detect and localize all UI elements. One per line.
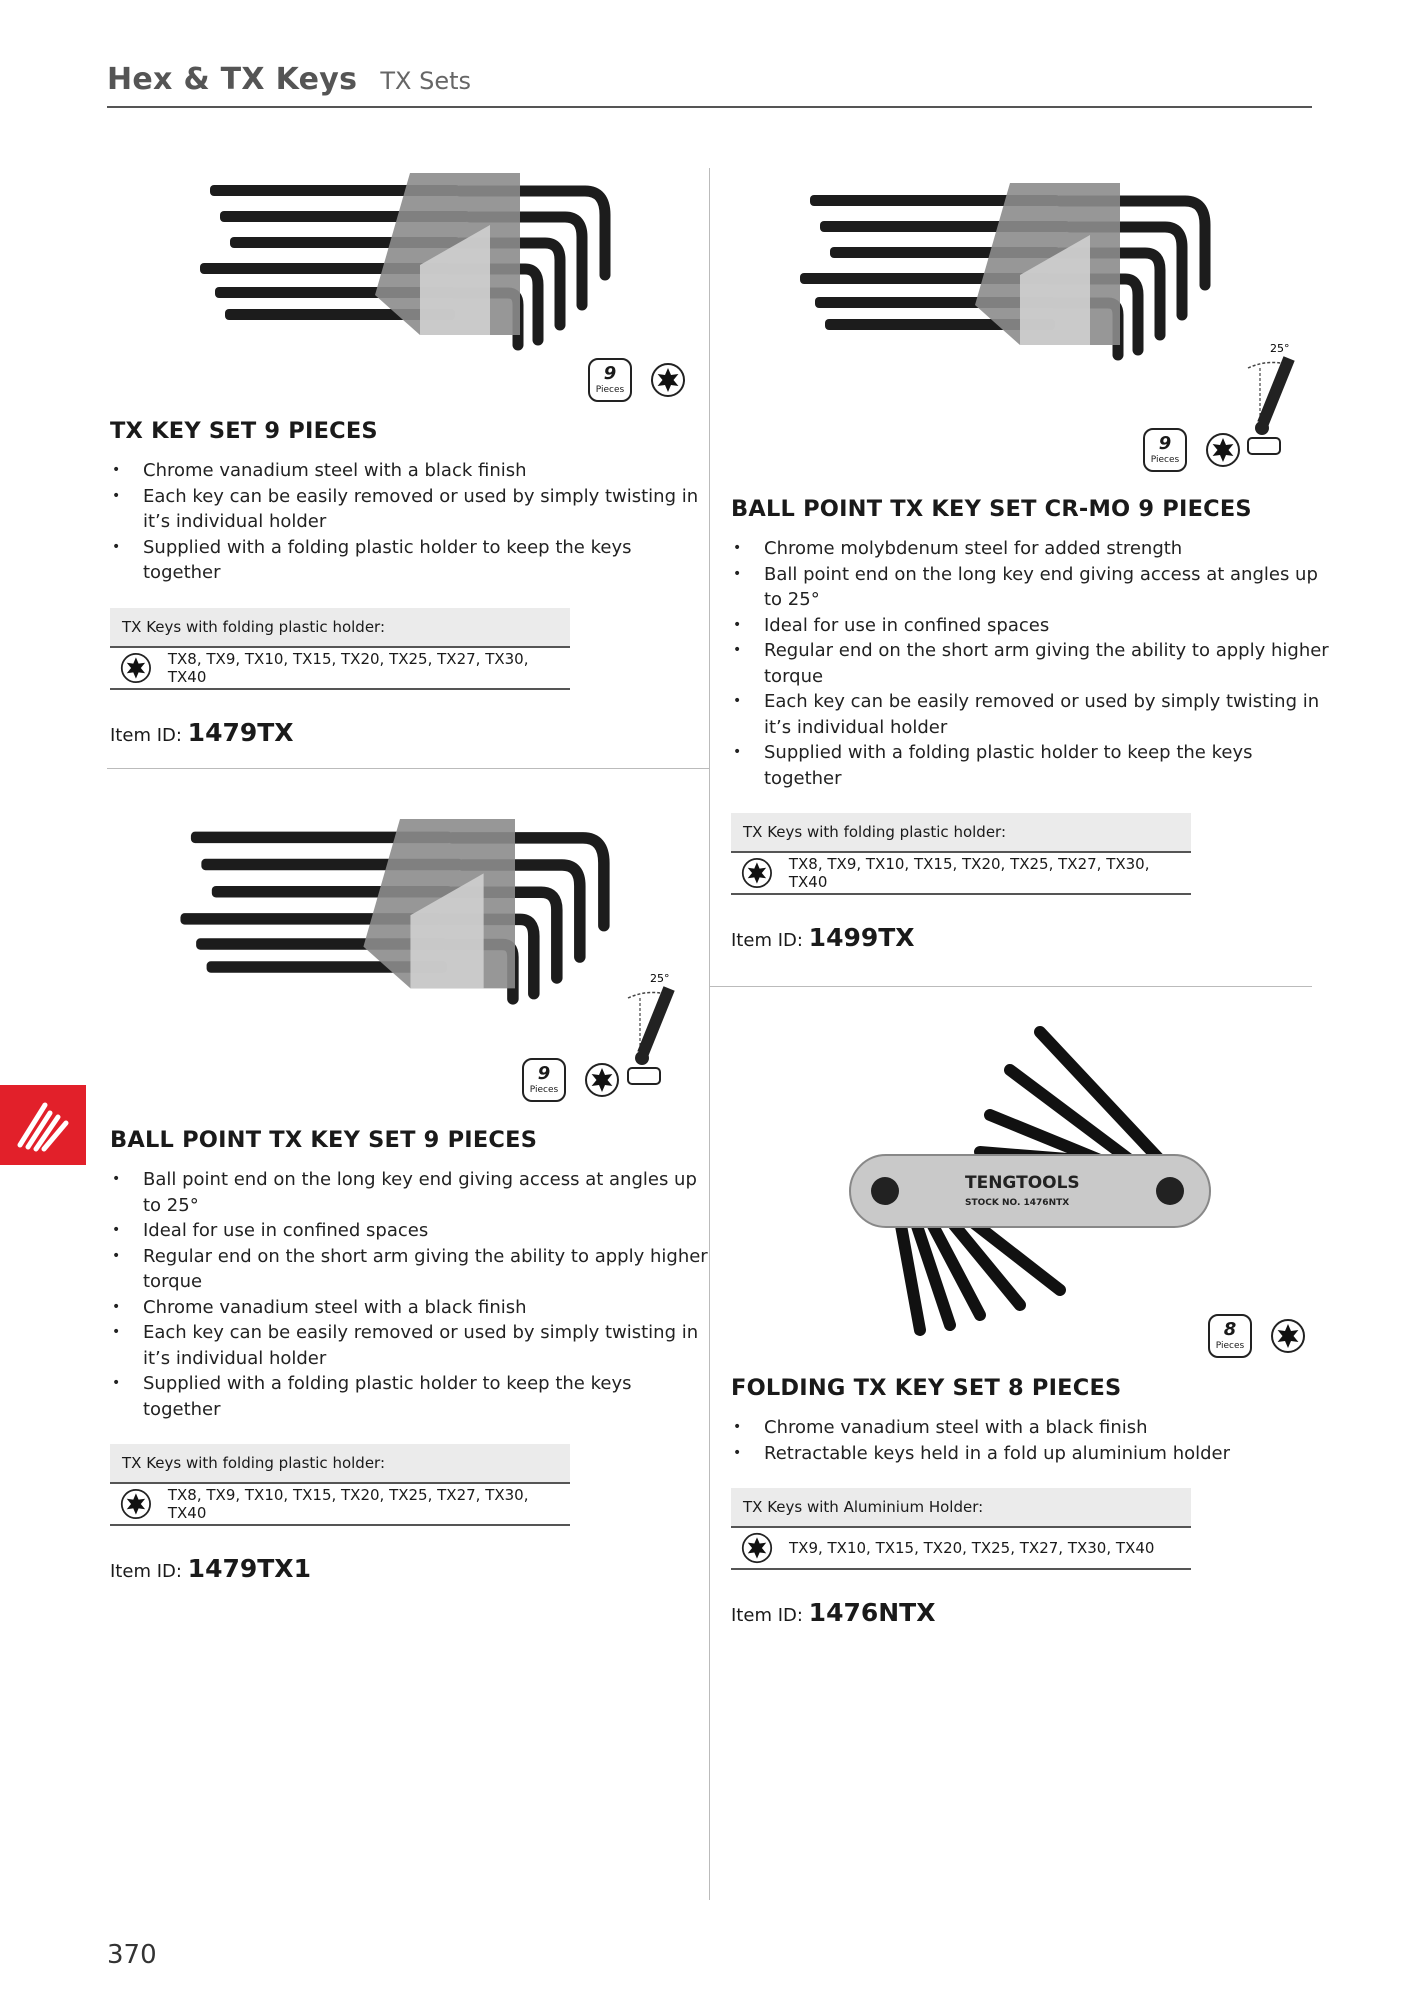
item-id-value: 1499TX: [808, 923, 915, 952]
pieces-badge: 9 Pieces: [588, 358, 632, 402]
feature-item: • Each key can be easily removed or used by simply twisting in it’s individual holder: [731, 689, 1331, 740]
item-id: Item ID: 1479TX: [110, 717, 294, 747]
spec-table: [110, 1444, 570, 1526]
item-id: Item ID: 1476NTX: [731, 1598, 936, 1627]
feature-list: [731, 1415, 1331, 1466]
pieces-badge: 9 Pieces: [522, 1058, 566, 1102]
product-title: BALL POINT TX KEY SET 9 PIECES: [110, 1127, 538, 1153]
spec-table: [731, 1488, 1191, 1570]
product-title: TX KEY SET 9 PIECES: [110, 418, 378, 444]
spec-table: [110, 608, 570, 690]
tx-key-set-image: [190, 165, 630, 355]
torx-icon: [1205, 432, 1241, 468]
svg-text:25°: 25°: [650, 972, 670, 985]
spec-row: [731, 1528, 1191, 1570]
feature-item: • Chrome vanadium steel with a black finish: [110, 1295, 710, 1321]
torx-icon: [584, 1062, 620, 1098]
feature-item: • Each key can be easily removed or used by simply twisting in it’s individual holder: [110, 1320, 710, 1371]
category-tab: [0, 1085, 86, 1165]
feature-item: • Supplied with a folding plastic holder to keep the keys together: [110, 1371, 710, 1422]
torx-icon: [120, 652, 152, 684]
feature-list: [110, 1167, 710, 1422]
item-id-value: 1479TX1: [187, 1554, 311, 1583]
feature-item: • Chrome vanadium steel with a black finish: [110, 458, 710, 484]
ball-point-angle-icon: [620, 968, 690, 1098]
spec-header: TX Keys with folding plastic holder:: [110, 1444, 570, 1484]
feature-item: • Ball point end on the long key end giving access at angles up to 25°: [110, 1167, 710, 1218]
spec-row: [110, 648, 570, 690]
feature-item: • Regular end on the short arm giving the ability to apply higher torque: [731, 638, 1331, 689]
spec-sizes: TX8, TX9, TX10, TX15, TX20, TX25, TX27, TX30, TX40: [788, 855, 1150, 891]
product-1476NTX: [731, 1375, 1331, 1627]
svg-text:25°: 25°: [1270, 342, 1290, 355]
product-title: BALL POINT TX KEY SET CR-MO 9 PIECES: [731, 496, 1252, 522]
feature-item: • Retractable keys held in a fold up aluminium holder: [731, 1441, 1331, 1467]
page-number: 370: [107, 1940, 157, 1970]
product-title: FOLDING TX KEY SET 8 PIECES: [731, 1375, 1122, 1401]
spec-header: TX Keys with Aluminium Holder:: [731, 1488, 1191, 1528]
item-id: Item ID: 1479TX1: [110, 1554, 311, 1583]
hex-keys-icon: [0, 1085, 86, 1165]
feature-item: • Supplied with a folding plastic holder to keep the keys together: [731, 740, 1331, 791]
spec-header: TX Keys with folding plastic holder:: [731, 813, 1191, 853]
item-id: Item ID: 1499TX: [731, 923, 915, 952]
torx-icon: [741, 857, 773, 889]
feature-list: [731, 536, 1331, 791]
item-id-value: 1479TX: [187, 717, 294, 747]
spec-row: [110, 1484, 570, 1526]
spec-table: [731, 813, 1191, 895]
spec-row: [731, 853, 1191, 895]
section-title: Hex & TX Keys: [107, 62, 358, 97]
feature-item: • Ideal for use in confined spaces: [731, 613, 1331, 639]
torx-icon: [120, 1488, 152, 1520]
folding-tx-set-image: [840, 1020, 1220, 1340]
page-header: [107, 62, 1312, 108]
pieces-badge: 9 Pieces: [1143, 428, 1187, 472]
product-1479TX1: [110, 1127, 710, 1583]
section-subtitle: TX Sets: [380, 67, 472, 95]
spec-sizes: TX9, TX10, TX15, TX20, TX25, TX27, TX30, TX40: [789, 1539, 1155, 1557]
ball-point-angle-icon: [1240, 338, 1310, 468]
feature-item: • Chrome molybdenum steel for added strength: [731, 536, 1331, 562]
svg-text:TENGTOOLS: TENGTOOLS: [965, 1173, 1080, 1193]
feature-item: • Regular end on the short arm giving the ability to apply higher torque: [110, 1244, 710, 1295]
spec-sizes: TX8, TX9, TX10, TX15, TX20, TX25, TX27, TX30, TX40: [167, 1486, 529, 1522]
ball-point-tx-set-image: [170, 805, 630, 1015]
spec-header: TX Keys with folding plastic holder:: [110, 608, 570, 648]
product-1479TX: [110, 418, 710, 747]
product-1499TX: [731, 496, 1331, 952]
spec-sizes: TX8, TX9, TX10, TX15, TX20, TX25, TX27, TX30, TX40: [167, 649, 529, 686]
torx-icon: [1270, 1318, 1306, 1354]
ball-point-cr-mo-set-image: [790, 165, 1230, 375]
feature-item: • Ideal for use in confined spaces: [110, 1218, 710, 1244]
feature-item: • Supplied with a folding plastic holder to keep the keys together: [110, 535, 710, 586]
item-id-value: 1476NTX: [808, 1598, 936, 1627]
row-divider-left: [107, 768, 709, 769]
feature-list: [110, 458, 710, 586]
row-divider-right: [710, 986, 1312, 987]
feature-item: • Ball point end on the long key end giving access at angles up to 25°: [731, 562, 1331, 613]
torx-icon: [741, 1532, 773, 1564]
feature-item: • Chrome vanadium steel with a black finish: [731, 1415, 1331, 1441]
pieces-badge: 8 Pieces: [1208, 1314, 1252, 1358]
feature-item: • Each key can be easily removed or used by simply twisting in it’s individual holder: [110, 484, 710, 535]
svg-text:STOCK NO. 1476NTX: STOCK NO. 1476NTX: [965, 1198, 1070, 1208]
torx-icon: [650, 362, 686, 398]
